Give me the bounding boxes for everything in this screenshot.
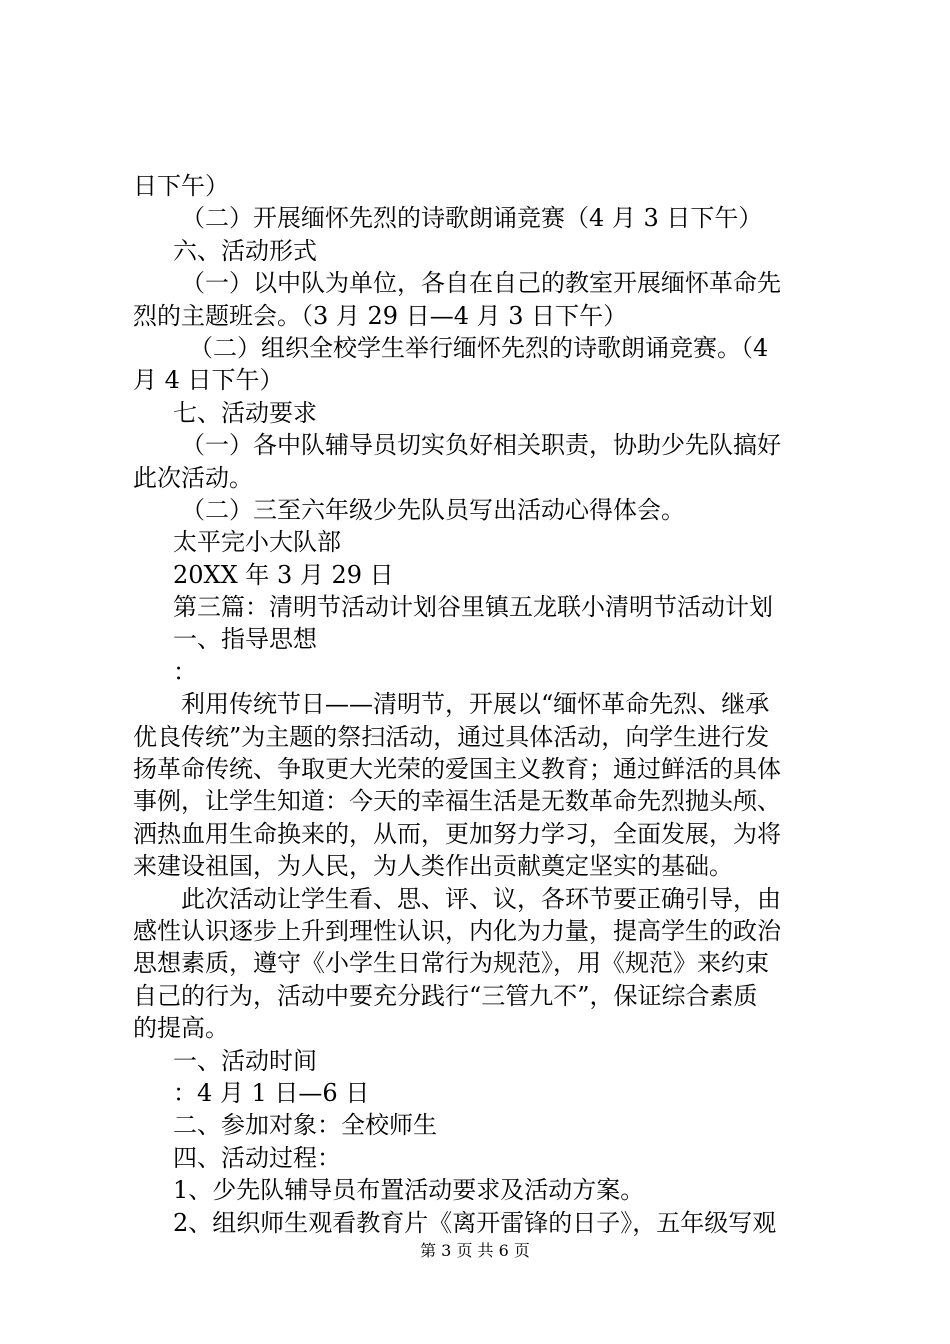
- signature-organization: 太平完小大队部: [173, 528, 341, 557]
- text-line: ：: [173, 657, 197, 686]
- text-line: 来建设祖国，为人民，为人类作出贡献奠定坚实的基础。: [133, 852, 733, 881]
- text-line: 此次活动。: [133, 463, 253, 492]
- text-line: 事例，让学生知道：今天的幸福生活是无数革命先烈抛头颅、: [133, 787, 781, 816]
- signature-date: 20XX 年 3 月 29 日: [173, 560, 394, 589]
- text-line: 优良传统”为主题的祭扫活动，通过具体活动，向学生进行发: [133, 722, 770, 751]
- text-line: （一）以中队为单位，各自在自己的教室开展缅怀革命先: [181, 269, 781, 298]
- text-line: 扬革命传统、争取更大光荣的爱国主义教育；通过鲜活的具体: [133, 755, 781, 784]
- text-line: 自己的行为，活动中要充分践行“三管九不”，保证综合素质: [133, 981, 758, 1010]
- text-line: 月 4 日下午）: [133, 366, 284, 395]
- section-heading: 一、活动时间: [173, 1046, 317, 1075]
- text-line: 思想素质，遵守《小学生日常行为规范》，用《规范》来约束: [133, 949, 769, 978]
- page-number-footer: 第 3 页 共 6 页: [420, 1241, 530, 1260]
- chapter-title: 第三篇：清明节活动计划谷里镇五龙联小清明节活动计划: [173, 593, 773, 622]
- text-line: ：4 月 1 日—6 日: [173, 1078, 370, 1107]
- list-item: 1、少先队辅导员布置活动要求及活动方案。: [173, 1176, 645, 1205]
- text-line: 感性认识逐步上升到理性认识，内化为力量，提高学生的政治: [133, 916, 781, 945]
- text-line: 此次活动让学生看、思、评、议，各环节要正确引导，由: [181, 884, 781, 913]
- text-line: （一）各中队辅导员切实负好相关职责，协助少先队搞好: [181, 431, 781, 460]
- text-line: （二）组织全校学生举行缅怀先烈的诗歌朗诵竞赛。（4: [189, 333, 769, 362]
- document-body: [133, 170, 833, 1239]
- text-line: 日下午）: [133, 172, 229, 200]
- section-heading: 七、活动要求: [173, 398, 317, 427]
- text-line: 的提高。: [133, 1014, 229, 1043]
- list-item: 2、组织师生观看教育片《离开雷锋的日子》，五年级写观: [173, 1208, 777, 1237]
- section-heading: 二、参加对象：全校师生: [173, 1111, 437, 1140]
- text-line: 烈的主题班会。（3 月 29 日—4 月 3 日下午）: [133, 301, 628, 330]
- section-heading: 四、活动过程：: [173, 1143, 341, 1172]
- text-line: （二）三至六年级少先队员写出活动心得体会。: [181, 495, 685, 524]
- text-line: 洒热血用生命换来的，从而，更加努力学习，全面发展，为将: [133, 819, 781, 848]
- section-heading: 六、活动形式: [173, 236, 317, 265]
- section-heading: 一、指导思想: [173, 625, 317, 654]
- text-line: （二）开展缅怀先烈的诗歌朗诵竞赛（4 月 3 日下午）: [181, 204, 763, 233]
- text-line: 利用传统节日——清明节，开展以“缅怀革命先烈、继承: [181, 690, 770, 719]
